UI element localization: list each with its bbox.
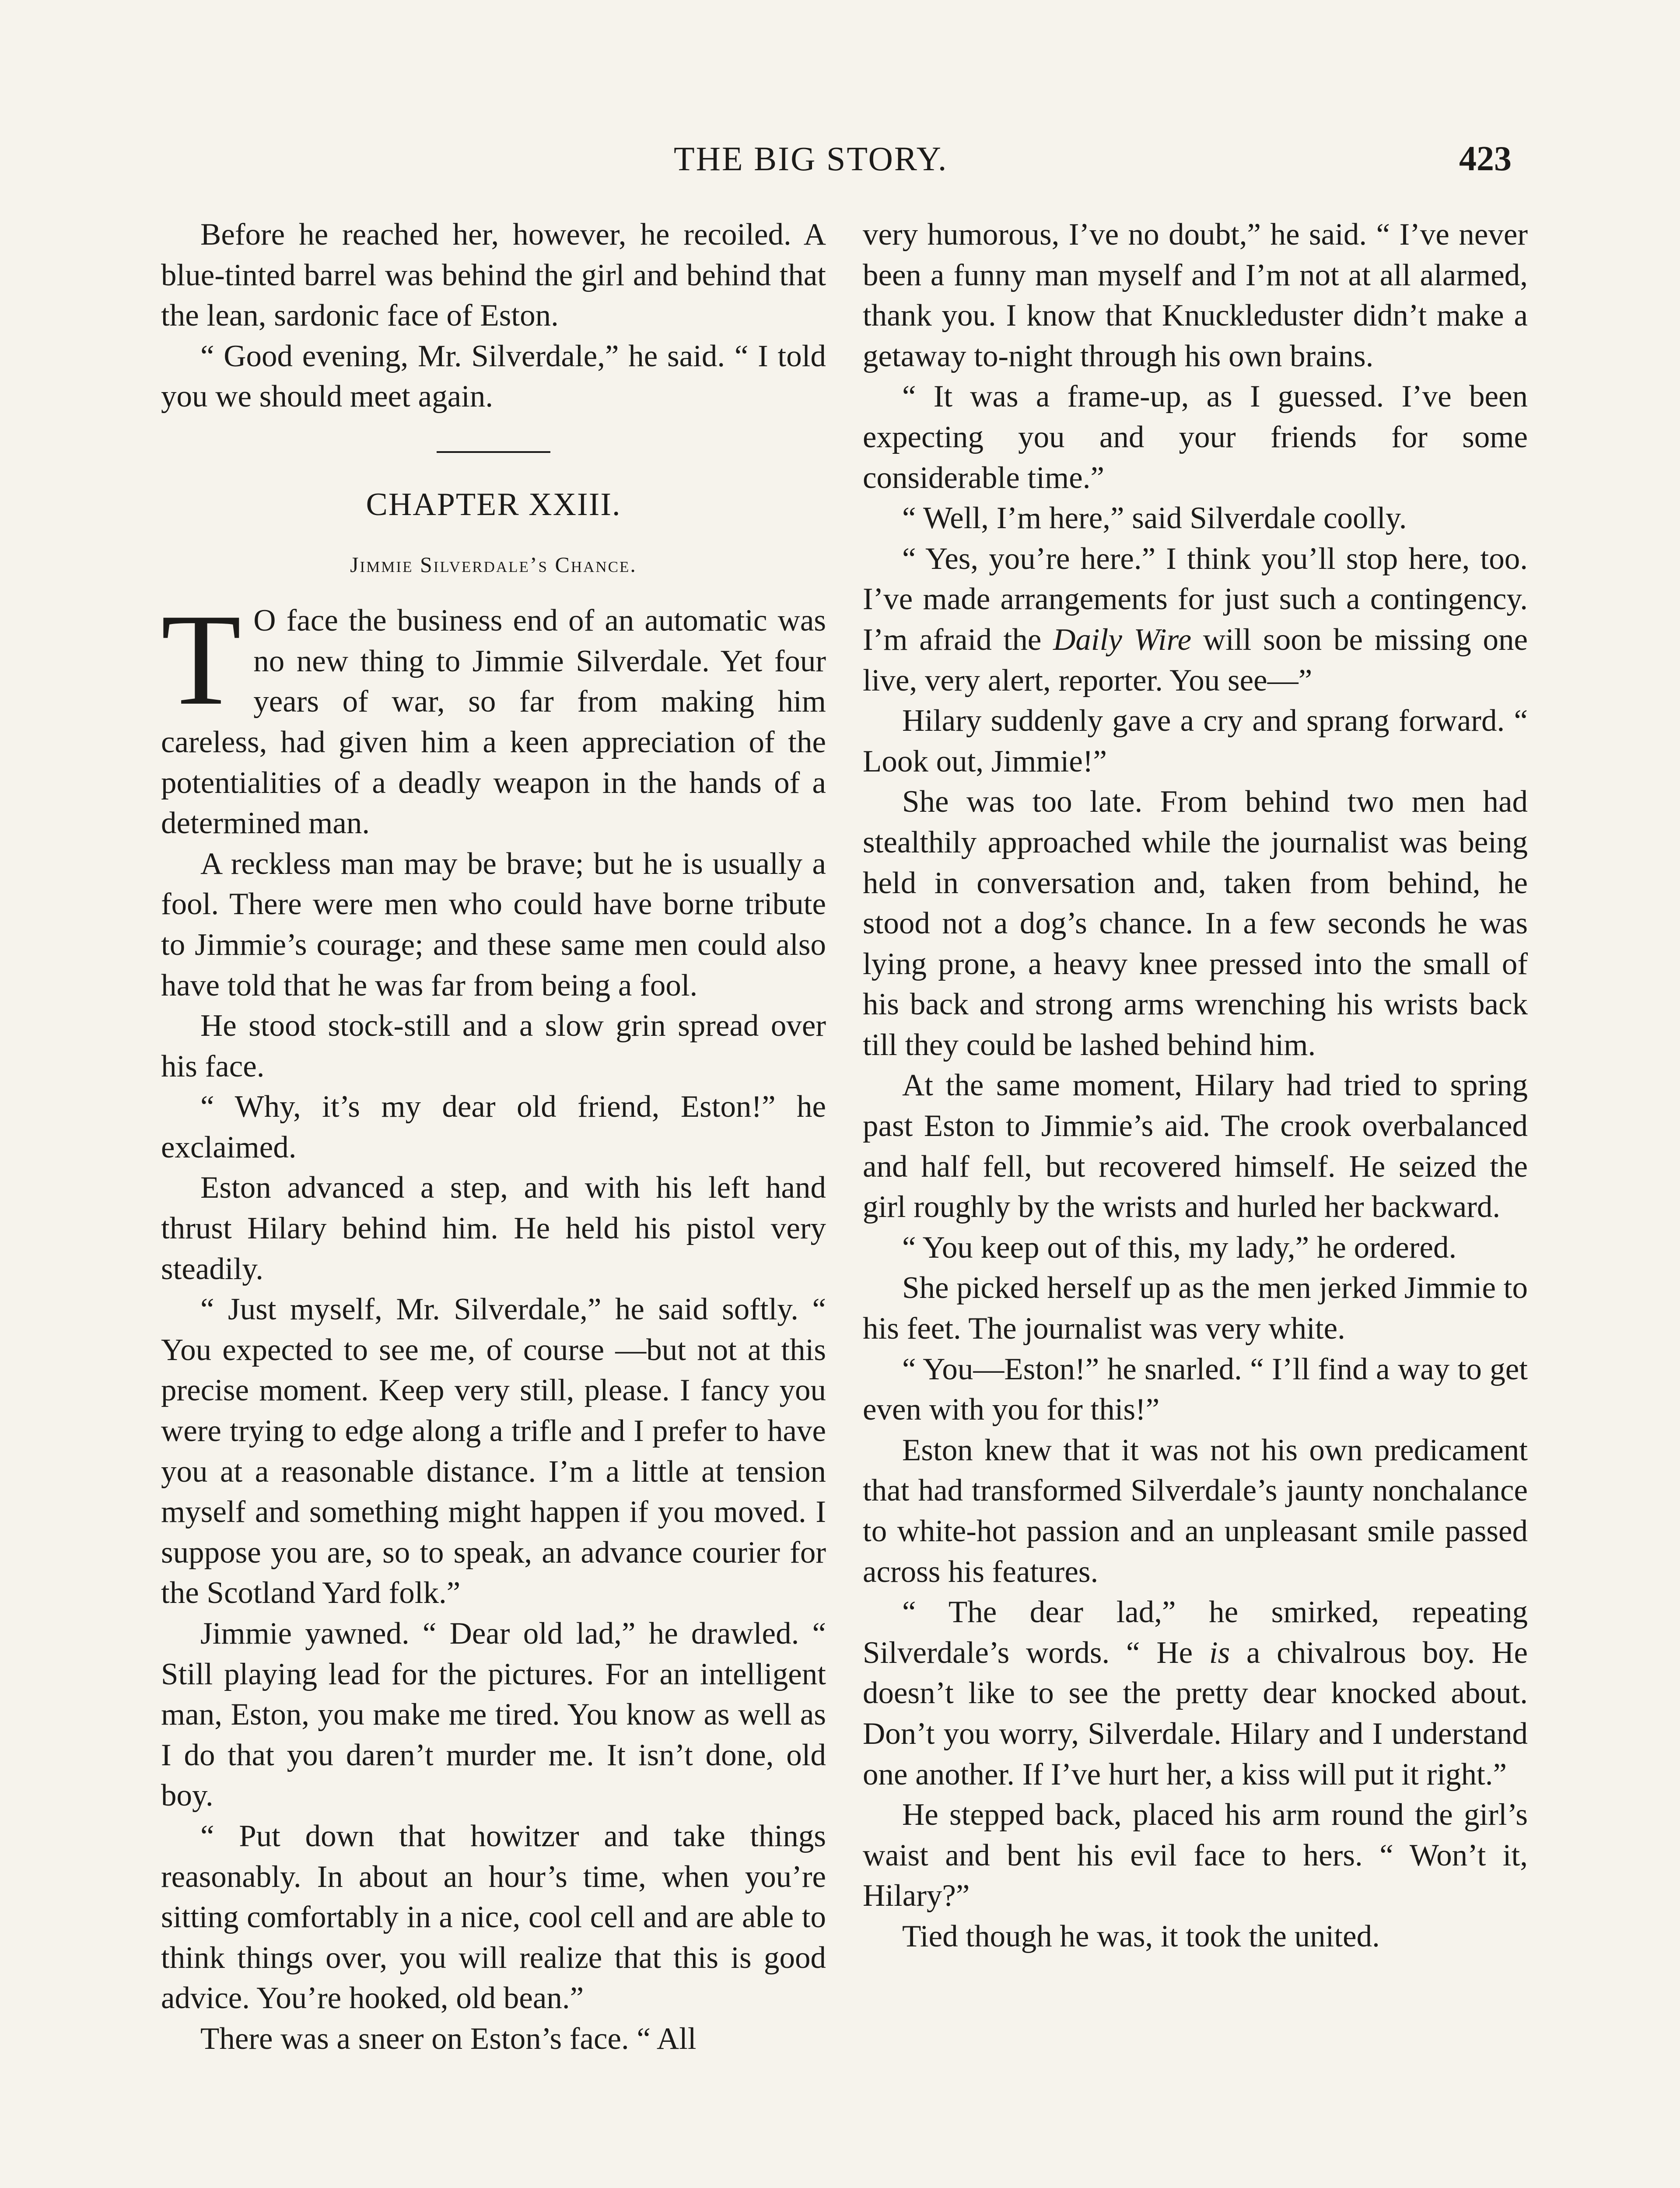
paragraph: “ Well, I’m here,” said Silverdale coolly. (902, 501, 1407, 536)
paragraph: She was too late. From behind two men had stealthily approached while the journalist was being held in conversation and, taken from behind, he stood not a dog’s chance. In a few seconds he was lying prone, a heavy knee pressed into the small of his back and strong arms wrenching his wrists back till they could be lashed behind him. (863, 785, 1528, 1062)
newspaper-title: Daily Wire (1053, 622, 1192, 657)
chapter-subtitle: Jimmie Silverdale’s Chance. (350, 552, 637, 577)
paragraph: “ Why, it’s my dear old friend, Eston!” he exclaimed. (161, 1090, 826, 1164)
section-divider (437, 451, 550, 453)
paragraph: A reckless man may be brave; but he is usually a fool. There were men who could have borne tribute to Jimmie’s courage; and these same men could also have told that he was far from being a fool. (161, 846, 826, 1003)
paragraph-text: a chivalrous boy. He doesn’t like to see the pretty dear knocked about. Don’t you worry, Silverdale. Hilary and I understand one another. If I’ve hurt her, a kiss will put it right.” (863, 1635, 1528, 1792)
paragraph: “ Put down that howitzer and take things reasonably. In about an hour’s time, when you’re sitting comfortably in a nice, cool cell and are able to think things over, you will realize that this is good advice. You’re hooked, old bean.” (161, 1819, 826, 2016)
paragraph: At the same moment, Hilary had tried to spring past Eston to Jimmie’s aid. The crook overbalanced and half fell, but recovered himself. He seized the girl roughly by the wrists and hurled her backward. (863, 1068, 1528, 1224)
chapter-title: CHAPTER XXIII. (366, 486, 621, 522)
running-title: THE BIG STORY. (674, 140, 948, 178)
left-column (161, 214, 826, 2059)
paragraph-text: O face the business end of an automatic was no new thing to Jimmie Silverdale. Yet four years of war, so far from making him careless, had given him a keen appreciation of the potentialities of a deadly weapon in the hands of a determined man. (161, 603, 826, 841)
paragraph: Hilary suddenly gave a cry and sprang forward. “ Look out, Jimmie!” (863, 704, 1528, 778)
paragraph-text: will soon be missing one live, very alert, reporter. You see—” (863, 622, 1528, 698)
paragraph: Jimmie yawned. “ Dear old lad,” he drawled. “ Still playing lead for the pictures. For an intelligent man, Eston, you make me tired. You know as well as I do that you daren’t murder me. It isn’t done, old boy. (161, 1616, 826, 1813)
drop-cap: T (161, 587, 242, 733)
paragraph-text: “ The dear lad,” he smirked, repeating Silverdale’s words. “ He (863, 1595, 1528, 1670)
page-number: 423 (1459, 140, 1512, 178)
paragraph: very humorous, I’ve no doubt,” he said. “ I’ve never been a funny man myself and I’m not at all alarmed, thank you. I know that Knuckleduster didn’t make a getaway to-night through his own brains. (863, 217, 1528, 373)
paragraph: He stood stock-still and a slow grin spread over his face. (161, 1009, 826, 1083)
paragraph: “ Just myself, Mr. Silverdale,” he said softly. “ You expected to see me, of course —but not at this precise moment. Keep very still, please. I fancy you were trying to edge along a trifle and I prefer to have you at a reasonable distance. I’m a little at tension myself and something might happen if you moved. I suppose you are, so to speak, an advance courier for the Scotland Yard folk.” (161, 1292, 826, 1610)
paragraph: He stepped back, placed his arm round the girl’s waist and bent his evil face to hers. “ Won’t it, Hilary?” (863, 1798, 1528, 1913)
paragraph: “ You—Eston!” he snarled. “ I’ll find a way to get even with you for this!” (863, 1352, 1528, 1427)
chapter-opening-paragraph (161, 587, 826, 844)
paragraph (863, 539, 1528, 701)
paragraph: “ You keep out of this, my lady,” he ordered. (902, 1230, 1457, 1265)
paragraph: “ Good evening, Mr. Silverdale,” he said. “ I told you we should meet again. (161, 339, 826, 414)
paragraph (863, 1592, 1528, 1795)
page-header (0, 139, 1680, 187)
paragraph: There was a sneer on Eston’s face. “ All (200, 2021, 696, 2056)
emphasis: is (1209, 1635, 1230, 1670)
paragraph: Tied though he was, it took the united. (902, 1919, 1380, 1953)
paragraph: Eston knew that it was not his own predicament that had transformed Silverdale’s jaunty nonchalance to white-hot passion and an unpleasant smile passed across his features. (863, 1433, 1528, 1589)
paragraph: Before he reached her, however, he recoiled. A blue-tinted barrel was behind the girl and behind that the lean, sardonic face of Eston. (161, 217, 826, 333)
paragraph: Eston advanced a step, and with his left hand thrust Hilary behind him. He held his pistol very steadily. (161, 1171, 826, 1286)
paragraph: She picked herself up as the men jerked Jimmie to his feet. The journalist was very white. (863, 1271, 1528, 1346)
paragraph: “ It was a frame-up, as I guessed. I’ve been expecting you and your friends for some considerable time.” (863, 379, 1528, 495)
right-column (863, 214, 1528, 1957)
paragraph-text: “ Yes, you’re here.” I think you’ll stop here, too. I’ve made arrangements for just such a contingency. I’m afraid the (863, 541, 1528, 657)
